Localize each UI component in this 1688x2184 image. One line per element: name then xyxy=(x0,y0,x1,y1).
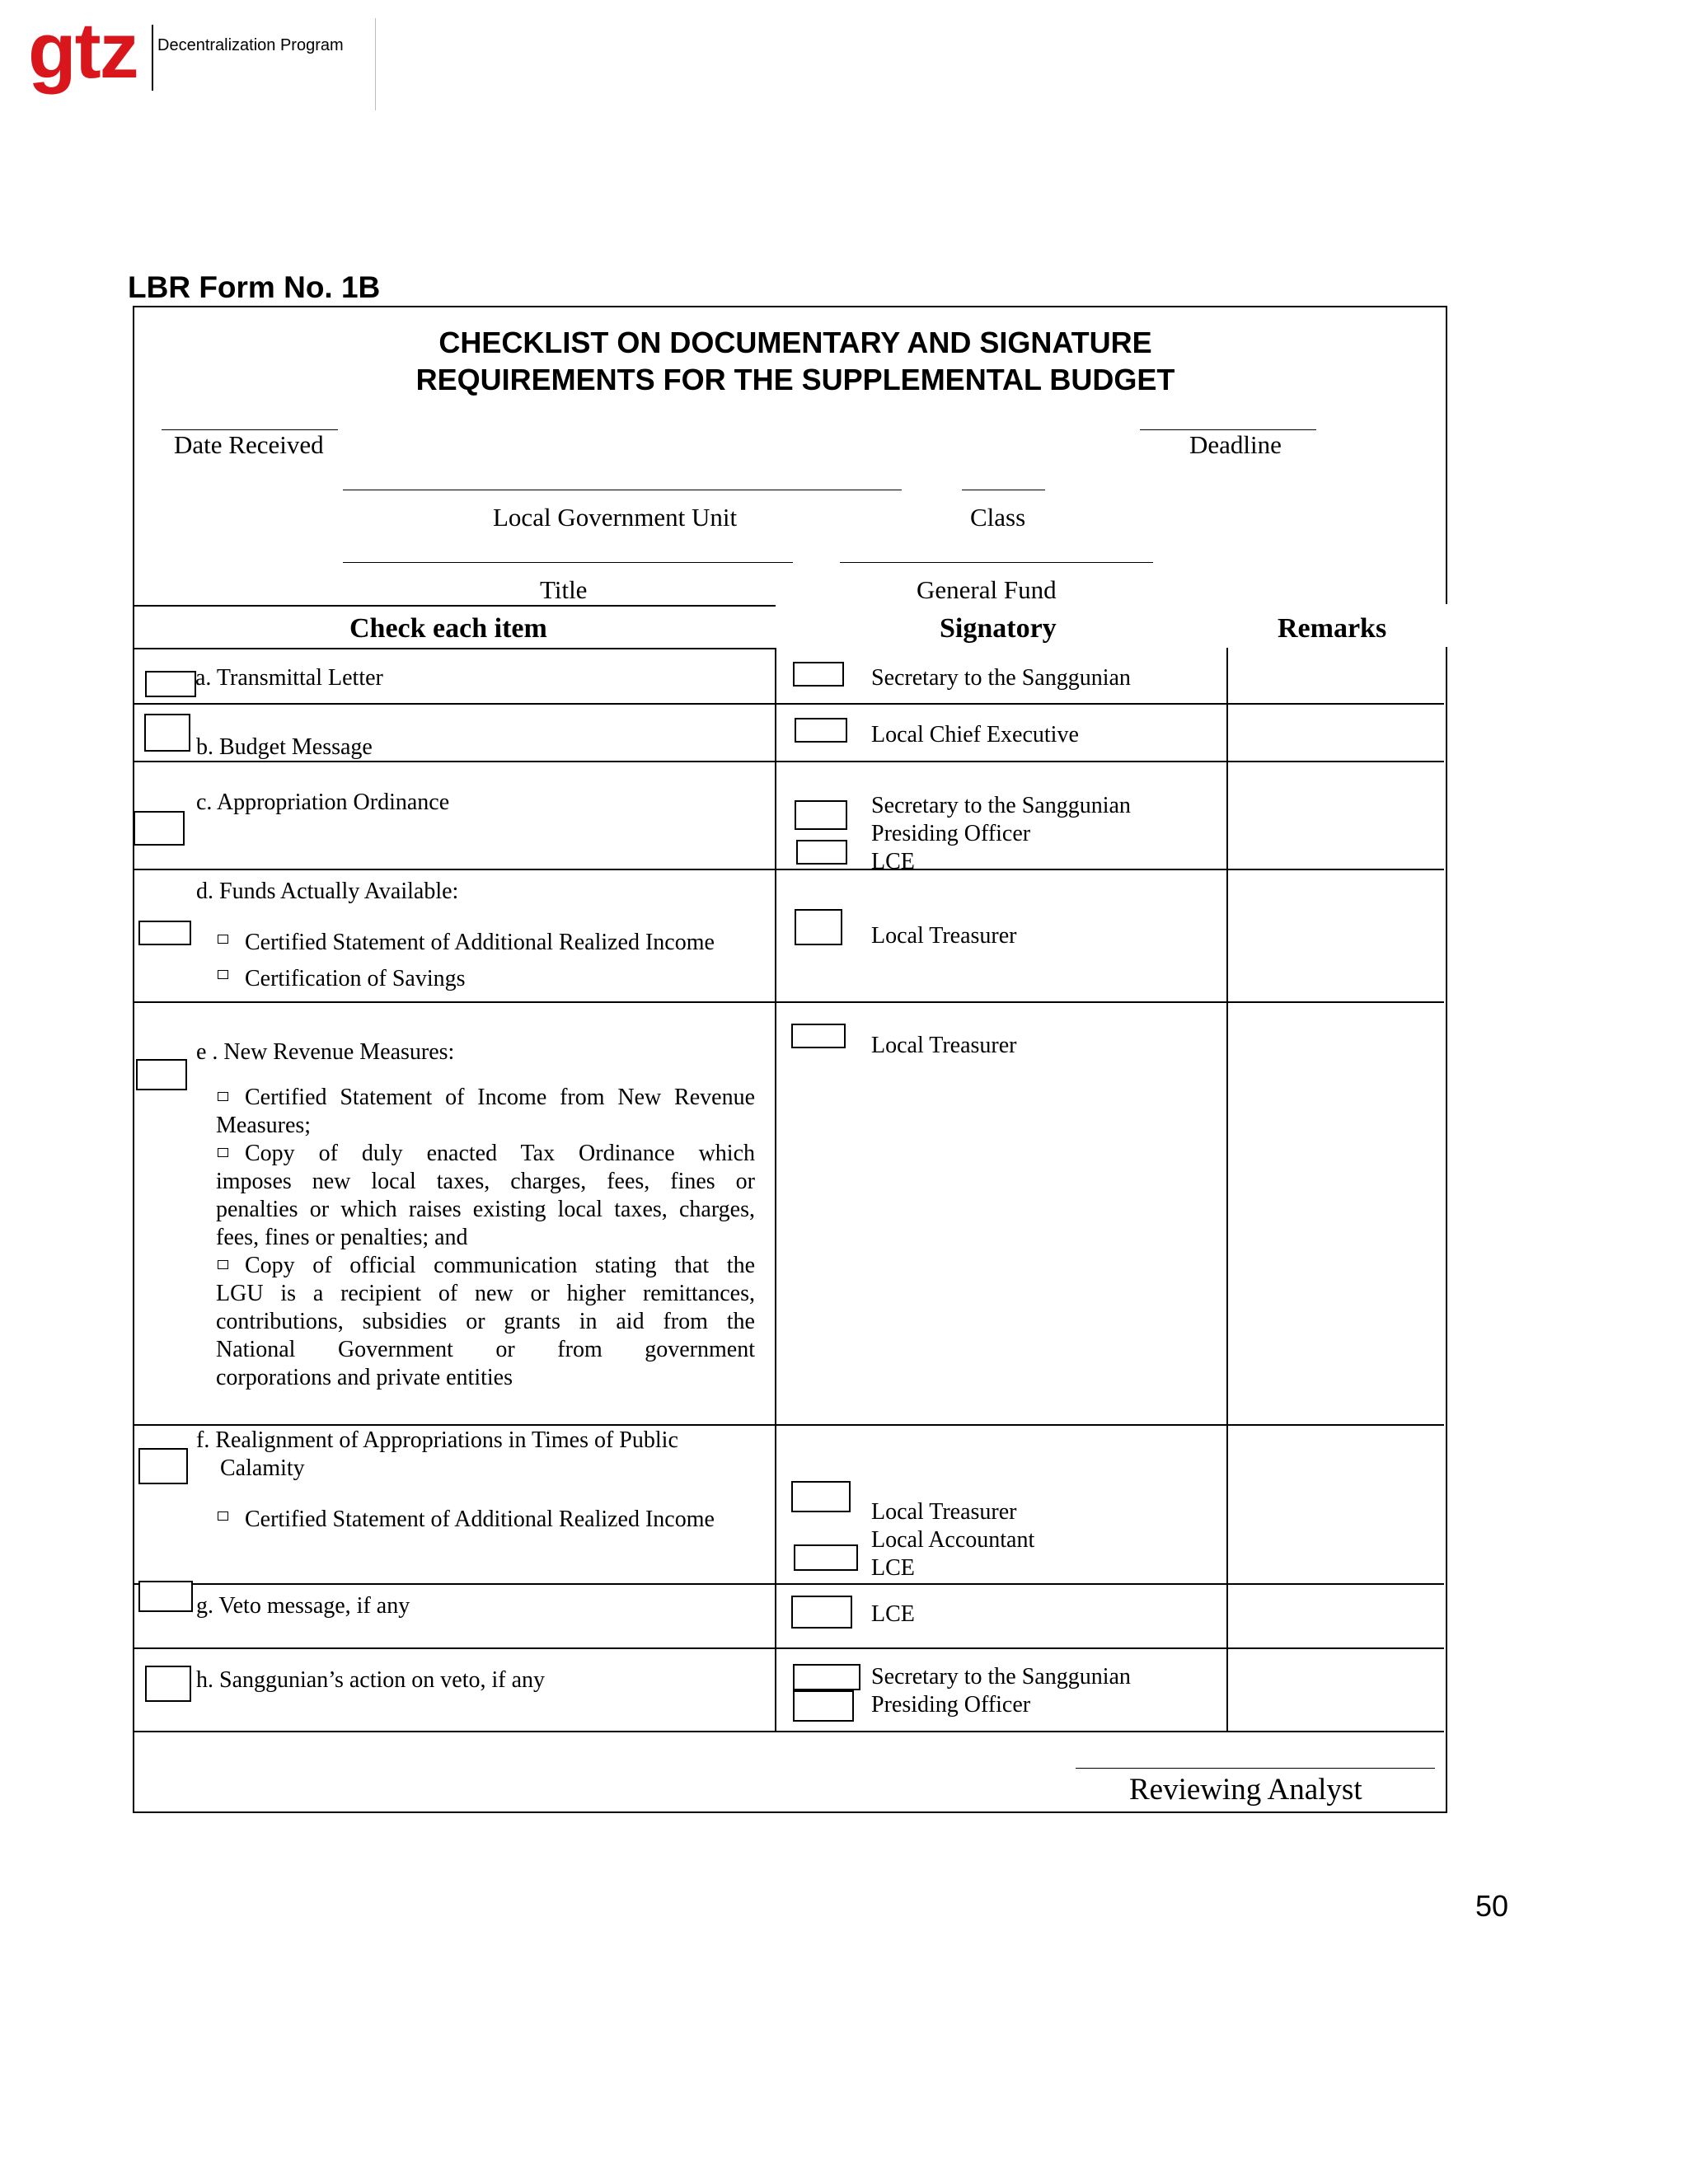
sig-f-3: LCE xyxy=(871,1555,915,1581)
checkbox-sig-d[interactable] xyxy=(795,909,842,945)
sig-f-2: Local Accountant xyxy=(871,1527,1035,1553)
checkbox-sig-f-1[interactable] xyxy=(791,1481,851,1512)
row-rule-7 xyxy=(133,1583,1444,1585)
item-e-sub3-line3: contributions, subsidies or grants in aid from the xyxy=(216,1309,755,1334)
general-fund-label: General Fund xyxy=(917,575,1057,604)
checkbox-item-d[interactable] xyxy=(138,921,191,945)
row-rule-2 xyxy=(133,703,1444,705)
item-e-sub2-line3: penalties or which raises existing local taxes, charges, xyxy=(216,1197,755,1222)
sig-a-1: Secretary to the Sanggunian xyxy=(871,665,1131,691)
bullet-f-1 xyxy=(218,1511,228,1521)
item-e-sub3-line4: National Government or from government xyxy=(216,1337,755,1362)
sig-h-1: Secretary to the Sanggunian xyxy=(871,1664,1131,1690)
general-fund-line xyxy=(840,562,1153,563)
checkbox-item-a[interactable] xyxy=(145,671,196,697)
checkbox-sig-f-2[interactable] xyxy=(794,1544,858,1571)
item-d-sub-1: Certified Statement of Additional Realized Income xyxy=(245,930,715,955)
checkbox-sig-a[interactable] xyxy=(793,662,844,687)
date-received-label: Date Received xyxy=(174,430,324,459)
title-label: Title xyxy=(540,575,588,604)
item-e-sub1-line1: Certified Statement of Income from New Revenue xyxy=(245,1085,755,1110)
checkbox-sig-h-1[interactable] xyxy=(793,1664,860,1690)
item-c-label: c. Appropriation Ordinance xyxy=(196,790,450,815)
col-header-check: Check each item xyxy=(349,613,547,644)
bullet-e-3 xyxy=(218,1260,228,1269)
item-b-label: b. Budget Message xyxy=(196,734,373,760)
checkbox-item-h[interactable] xyxy=(145,1666,191,1702)
logo-divider xyxy=(152,25,153,91)
sig-h-2: Presiding Officer xyxy=(871,1692,1031,1718)
bullet-d-2 xyxy=(218,970,228,979)
item-e-sub2-line1: Copy of duly enacted Tax Ordinance which xyxy=(245,1141,755,1166)
checkbox-sig-b[interactable] xyxy=(795,718,847,743)
page-number: 50 xyxy=(1475,1889,1509,1923)
checkbox-item-b[interactable] xyxy=(144,714,190,752)
checkbox-sig-g[interactable] xyxy=(791,1596,852,1629)
deadline-label: Deadline xyxy=(1189,430,1282,459)
item-e-sub3-line5: corporations and private entities xyxy=(216,1365,513,1390)
gtz-logo: gtz xyxy=(28,7,138,95)
bullet-e-2 xyxy=(218,1148,228,1157)
frame-gap xyxy=(1441,604,1449,647)
col-rule-2 xyxy=(1226,648,1228,1732)
sig-c-3: LCE xyxy=(871,849,915,869)
sig-f-1: Local Treasurer xyxy=(871,1499,1017,1525)
bullet-d-1 xyxy=(218,935,228,944)
item-a-label: a. Transmittal Letter xyxy=(195,665,383,691)
title-line xyxy=(343,562,793,563)
row-rule-6 xyxy=(133,1424,1444,1426)
program-name: Decentralization Program xyxy=(157,36,344,54)
header-rule xyxy=(375,18,376,110)
checkbox-item-e[interactable] xyxy=(136,1059,187,1090)
sig-d-1: Local Treasurer xyxy=(871,923,1017,949)
item-f-sub-1: Certified Statement of Additional Realized Income xyxy=(245,1507,715,1532)
item-e-label: e . New Revenue Measures: xyxy=(196,1039,455,1065)
header-top-rule xyxy=(133,605,776,607)
checkbox-item-f[interactable] xyxy=(138,1448,188,1484)
sig-c-3-clip xyxy=(871,848,915,869)
item-d-label: d. Funds Actually Available: xyxy=(196,879,459,904)
sig-b-1: Local Chief Executive xyxy=(871,722,1079,748)
col-header-signatory: Signatory xyxy=(940,613,1057,644)
form-title-line2: REQUIREMENTS FOR THE SUPPLEMENTAL BUDGET xyxy=(415,363,1175,396)
item-f-label-2: Calamity xyxy=(220,1455,305,1481)
checkbox-sig-c-2[interactable] xyxy=(796,840,847,865)
checkbox-item-g[interactable] xyxy=(138,1581,193,1612)
checkbox-sig-c-1[interactable] xyxy=(795,800,847,830)
reviewing-analyst-label: Reviewing Analyst xyxy=(1129,1773,1362,1807)
item-e-sub2-line4: fees, fines or penalties; and xyxy=(216,1225,468,1250)
sig-c-1: Secretary to the Sanggunian xyxy=(871,793,1131,818)
col-header-remarks: Remarks xyxy=(1278,613,1387,644)
col-rule-1 xyxy=(775,648,776,1732)
row-rule-5 xyxy=(133,1001,1444,1003)
form-number: LBR Form No. 1B xyxy=(128,270,381,304)
item-h-label: h. Sanggunian’s action on veto, if any xyxy=(196,1667,546,1693)
sig-g-1: LCE xyxy=(871,1601,915,1627)
row-rule-4 xyxy=(133,869,1444,870)
item-d-sub-2: Certification of Savings xyxy=(245,966,466,991)
lgu-label: Local Government Unit xyxy=(493,503,738,532)
item-e-sub3-line1: Copy of official communication stating that the xyxy=(245,1253,755,1278)
form-title-line1: CHECKLIST ON DOCUMENTARY AND SIGNATURE xyxy=(438,326,1152,359)
checkbox-item-c[interactable] xyxy=(134,811,185,846)
analyst-signature-line xyxy=(1076,1768,1435,1769)
row-rule-1 xyxy=(133,648,776,649)
item-e-sub3-line2: LGU is a recipient of new or higher remittances, xyxy=(216,1281,755,1306)
class-label: Class xyxy=(970,503,1026,532)
sig-c-2: Presiding Officer xyxy=(871,821,1031,846)
row-rule-9 xyxy=(133,1731,1444,1732)
item-g-label: g. Veto message, if any xyxy=(196,1593,410,1619)
sig-e-1: Local Treasurer xyxy=(871,1033,1017,1058)
item-f-label-1: f. Realignment of Appropriations in Times of Public xyxy=(196,1427,678,1453)
checkbox-sig-h-2[interactable] xyxy=(793,1690,854,1722)
checkbox-sig-e[interactable] xyxy=(791,1024,846,1048)
row-rule-8 xyxy=(133,1647,1444,1649)
item-e-sub1-line2: Measures; xyxy=(216,1113,312,1138)
bullet-e-1 xyxy=(218,1092,228,1101)
item-e-sub2-line2: imposes new local taxes, charges, fees, fines or xyxy=(216,1169,755,1194)
